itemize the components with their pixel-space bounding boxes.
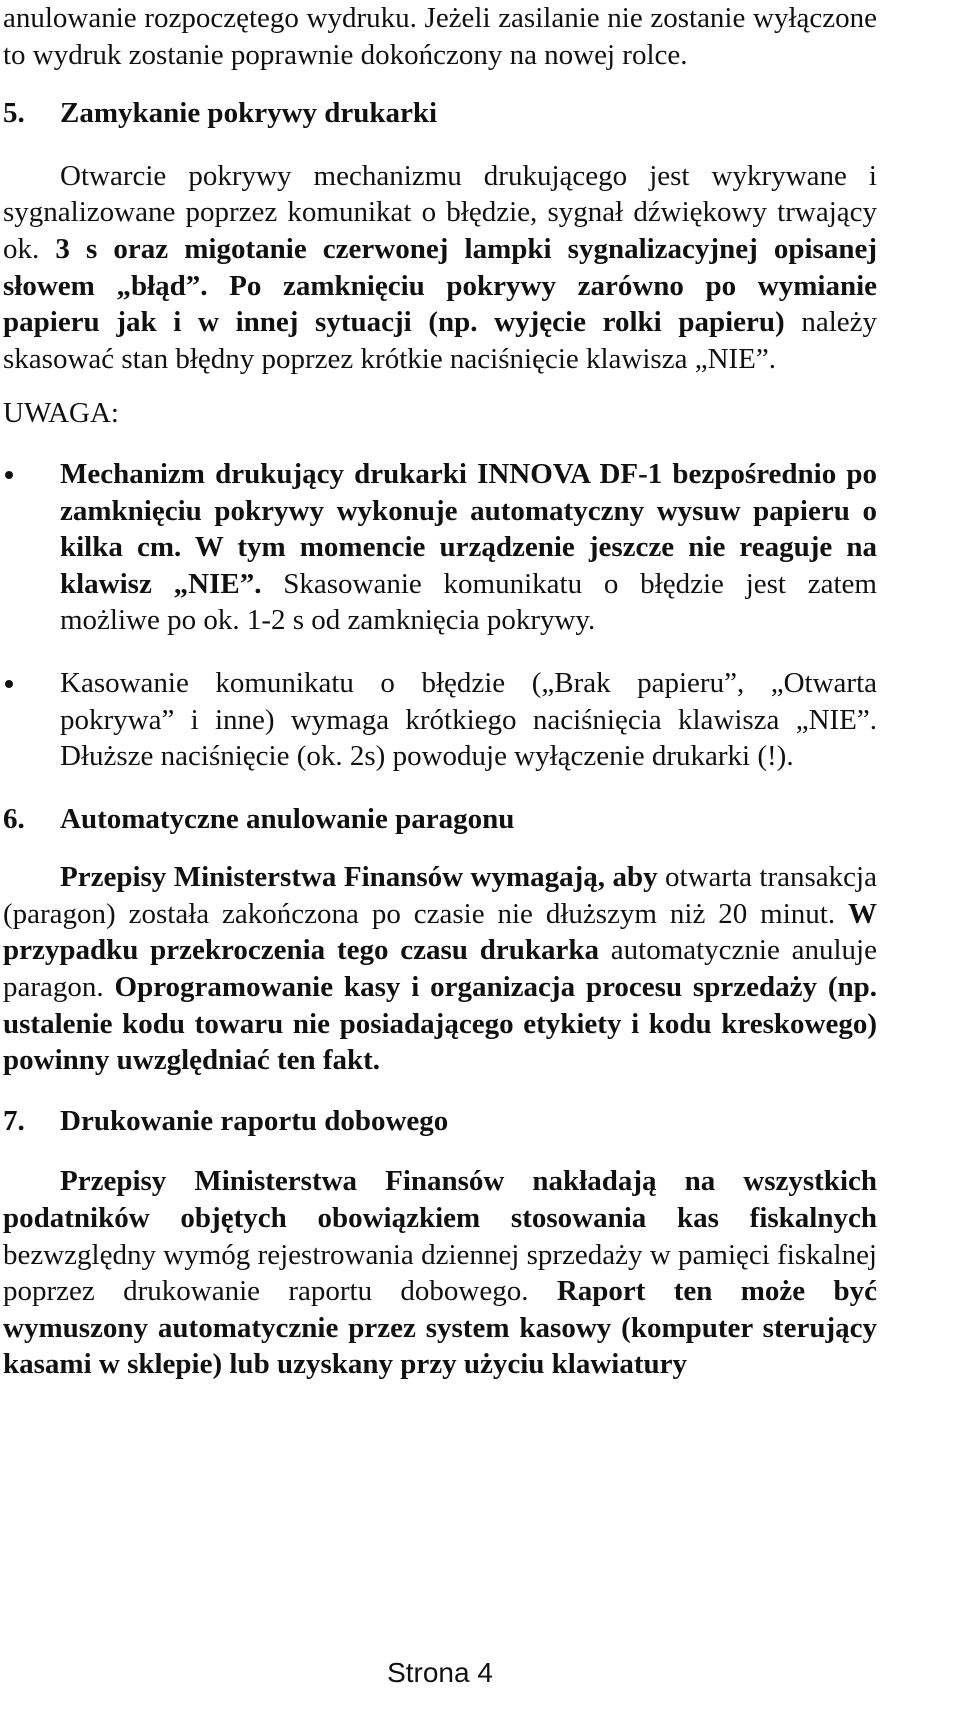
bullet-dot-icon bbox=[5, 471, 13, 479]
section-7-text-1: bezwzględny wymóg rejestrowania dziennej sprzedaży w pamięci fiskalnej poprzez drukowanie raportu dobowego. bbox=[3, 1238, 877, 1308]
bullet-1-bold: Mechanizm drukujący drukarki INNOVA DF-1 bezpośrednio po zamknięciu pokrywy wykonuje automatyczny wysuw papieru o kilka cm. W tym momencie urządzenie jeszcze nie reaguje na klawisz „NIE”. bbox=[60, 457, 877, 600]
section-6-paragraph bbox=[3, 859, 877, 1079]
section-7-heading bbox=[3, 1103, 877, 1140]
section-5-title: Zamykanie pokrywy drukarki bbox=[60, 97, 438, 130]
section-5-paragraph bbox=[3, 158, 877, 378]
bullet-dot-icon bbox=[5, 680, 13, 688]
section-6-heading bbox=[3, 801, 877, 838]
section-6-text-2: automatycznie anuluje paragon. bbox=[3, 934, 877, 1004]
section-5-number: 5. bbox=[3, 97, 25, 130]
bullet-item bbox=[3, 665, 877, 775]
document-page bbox=[3, 0, 877, 1383]
section-5-heading bbox=[3, 95, 877, 132]
section-6-bold-3: Oprogramowanie kasy i organizacja procesu sprzedaży (np. ustalenie kodu towaru nie posiadającego etykiety i kodu kreskowego) powinny uwzględniać ten fakt. bbox=[3, 971, 877, 1077]
section-5-text-1: Otwarcie pokrywy mechanizmu drukującego jest wykrywane i sygnalizowane poprzez komunikat o błędzie, sygnał dźwiękowy trwający ok. bbox=[3, 159, 877, 265]
section-6-bold-1: Przepisy Ministerstwa Finansów wymagają, aby bbox=[60, 861, 658, 894]
section-7-number: 7. bbox=[3, 1104, 25, 1137]
bullet-1-text: Skasowanie komunikatu o błędzie jest zatem możliwe po ok. 1-2 s od zamknięcia pokrywy. bbox=[60, 567, 877, 637]
bullet-item bbox=[3, 456, 877, 639]
page-number-footer: Strona 4 bbox=[387, 1657, 493, 1688]
section-6-number: 6. bbox=[3, 802, 25, 835]
uwaga-bullet-list bbox=[3, 456, 877, 775]
section-7-paragraph bbox=[3, 1163, 877, 1383]
section-6-bold-2: W przypadku przekroczenia tego czasu drukarka bbox=[3, 897, 877, 967]
section-7-bold-2: Raport ten może być wymuszony automatycznie przez system kasowy (komputer sterujący kasami w sklepie) lub uzyskany przy użyciu klawiatury bbox=[3, 1275, 877, 1381]
section-6-text-1: otwarta transakcja (paragon) została zakończona po czasie nie dłuższym niż 20 minut. bbox=[3, 861, 877, 930]
section-5-text-2: należy skasować stan błędny poprzez krótkie naciśnięcie klawisza „NIE”. bbox=[3, 306, 878, 375]
uwaga-label: UWAGA: bbox=[3, 397, 119, 430]
intro-paragraph: anulowanie rozpoczętego wydruku. Jeżeli zasilanie nie zostanie wyłączone to wydruk zostanie poprawnie dokończony na nowej rolce. bbox=[3, 2, 877, 71]
section-7-bold-1: Przepisy Ministerstwa Finansów nakładają na wszystkich podatników objętych obowiązkiem stosowania kas fiskalnych bbox=[3, 1165, 877, 1235]
section-6-title: Automatyczne anulowanie paragonu bbox=[60, 802, 515, 835]
section-7-title: Drukowanie raportu dobowego bbox=[60, 1104, 449, 1137]
bullet-2-text: Kasowanie komunikatu o błędzie („Brak papieru”, „Otwarta pokrywa” i inne) wymaga krótkiego naciśnięcia klawisza „NIE”. Dłuższe naciśnięcie (ok. 2s) powoduje wyłączenie drukarki (!). bbox=[60, 666, 877, 773]
section-5-bold-1: 3 s oraz migotanie czerwonej lampki sygnalizacyjnej opisanej słowem „błąd”. Po zamknięciu pokrywy zarówno po wymianie papieru jak i w innej sytuacji (np. wyjęcie rolki papieru) bbox=[3, 232, 877, 339]
